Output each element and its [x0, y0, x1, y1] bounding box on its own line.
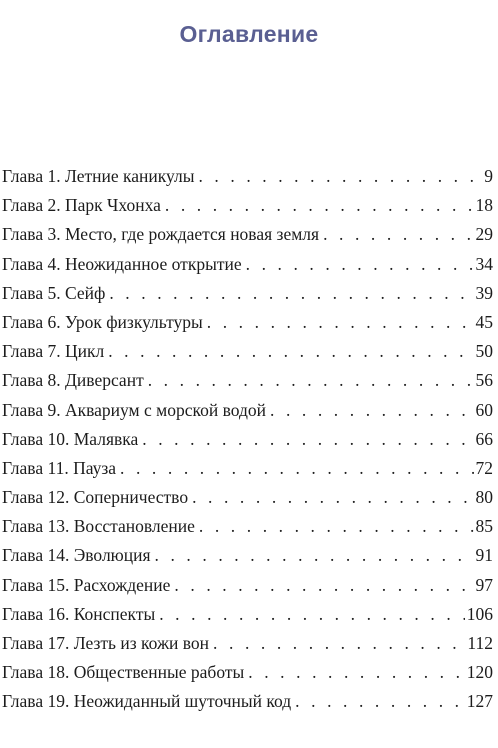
dot-leader — [295, 691, 465, 712]
dot-leader — [155, 545, 474, 566]
toc-entry-title: Глава 14. Эволюция — [2, 545, 151, 566]
toc-entry — [2, 195, 493, 224]
dot-leader — [142, 429, 473, 450]
toc-entry-page: 66 — [475, 428, 493, 449]
dot-leader — [159, 604, 465, 625]
toc-entry-title: Глава 8. Диверсант — [2, 370, 144, 391]
dot-leader — [120, 458, 473, 479]
dot-leader — [246, 254, 474, 275]
toc-entry-page: 9 — [484, 166, 493, 186]
toc-entry-page: 85 — [475, 516, 493, 537]
toc-entry-page: 80 — [475, 487, 493, 508]
toc-entry-title: Глава 5. Сейф — [2, 282, 106, 303]
toc-entry-title: Глава 4. Неожиданное открытие — [2, 253, 242, 274]
dot-leader — [109, 283, 473, 304]
toc-entry-title: Глава 19. Неожиданный шуточный код — [2, 691, 292, 712]
dot-leader — [165, 195, 474, 216]
dot-leader — [323, 224, 473, 245]
toc-entry — [2, 400, 493, 429]
toc-entry-page: 91 — [475, 545, 493, 566]
toc-entry-page: 39 — [475, 282, 493, 303]
toc-entry-title: Глава 17. Лезть из кожи вон — [2, 633, 210, 653]
toc-entry — [2, 224, 493, 253]
dot-leader — [108, 341, 473, 362]
toc-entry-page: 56 — [475, 370, 493, 391]
dot-leader — [148, 370, 474, 391]
toc-entry — [2, 662, 493, 691]
toc-entry — [2, 545, 493, 574]
toc-entry — [2, 166, 493, 195]
toc-entry — [2, 370, 493, 399]
toc-entry-page: 120 — [466, 662, 493, 683]
toc-list — [2, 166, 493, 721]
toc-entry-page: 106 — [466, 603, 493, 624]
toc-entry — [2, 254, 493, 283]
dot-leader — [174, 575, 473, 596]
toc-entry-title: Глава 2. Парк Чхонха — [2, 195, 161, 216]
toc-entry — [2, 283, 493, 312]
toc-entry-title: Глава 11. Пауза — [2, 457, 117, 478]
toc-entry-page: 34 — [475, 253, 493, 274]
dot-leader — [198, 166, 482, 187]
dot-leader — [213, 633, 465, 654]
toc-entry-page: 72 — [475, 457, 493, 478]
toc-entry-page: 60 — [475, 399, 493, 420]
toc-entry-page: 50 — [475, 341, 493, 362]
toc-entry — [2, 487, 493, 516]
toc-entry-title: Глава 10. Малявка — [2, 428, 139, 449]
toc-entry-title: Глава 3. Место, где рождается новая земля — [2, 224, 320, 245]
toc-entry — [2, 429, 493, 458]
dot-leader — [270, 400, 474, 421]
toc-entry-title: Глава 12. Соперничество — [2, 487, 189, 508]
toc-entry-page: 112 — [467, 633, 493, 653]
toc-entry-page: 29 — [475, 224, 493, 245]
toc-entry — [2, 458, 493, 487]
toc-entry-page: 97 — [475, 574, 493, 595]
toc-entry-title: Глава 15. Расхождение — [2, 574, 171, 595]
toc-entry-title: Глава 7. Цикл — [2, 341, 105, 362]
toc-entry-title: Глава 1. Летние каникулы — [2, 166, 195, 186]
toc-entry-title: Глава 13. Восстановление — [2, 516, 195, 537]
toc-entry — [2, 516, 493, 545]
toc-entry — [2, 633, 493, 662]
dot-leader — [192, 487, 473, 508]
dot-leader — [207, 312, 474, 333]
toc-entry — [2, 312, 493, 341]
toc-heading: Оглавление — [179, 21, 319, 48]
dot-leader — [199, 516, 474, 537]
toc-entry-title: Глава 16. Конспекты — [2, 603, 156, 624]
toc-entry — [2, 691, 493, 720]
toc-entry-page: 127 — [466, 691, 493, 712]
dot-leader — [248, 662, 464, 683]
toc-entry-title: Глава 6. Урок физкультуры — [2, 311, 203, 332]
toc-entry-title: Глава 9. Аквариум с морской водой — [2, 399, 266, 420]
toc-entry — [2, 575, 493, 604]
toc-entry-page: 45 — [475, 311, 493, 332]
toc-entry-page: 18 — [475, 195, 493, 216]
toc-entry — [2, 604, 493, 633]
toc-entry — [2, 341, 493, 370]
toc-entry-title: Глава 18. Общественные работы — [2, 662, 245, 683]
